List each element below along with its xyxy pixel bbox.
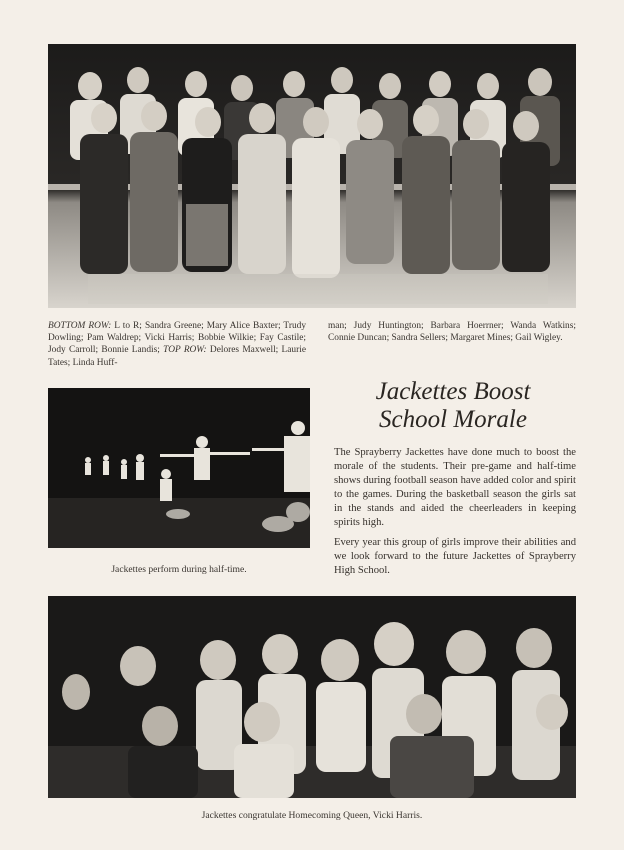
- bottom-row-label: BOTTOM ROW:: [48, 321, 112, 331]
- top-row-label: TOP ROW:: [163, 345, 207, 356]
- group-photo-caption-left: [48, 320, 306, 369]
- homecoming-photo: [48, 596, 576, 798]
- article-title-line1: Jackettes Boost: [375, 378, 531, 405]
- homecoming-photo-caption: Jackettes congratulate Homecoming Queen, Vicki Harris.: [201, 810, 423, 821]
- halftime-photo-image: [48, 388, 310, 548]
- bottom-row-names: L to R; Sandra Greene; Mary Alice Baxter; Trudy Dowling; Pam Waldrep; Vicki Harris; Bobbie Wilkie; Fay Castile; Jody Carroll; Bonnie Landis;: [48, 321, 307, 356]
- article-title: [330, 378, 576, 434]
- homecoming-photo-image: [48, 596, 576, 798]
- top-row-names: Delores Maxwell; Laurie Tates; Linda Huff-: [48, 345, 307, 368]
- article-title-line2: School Morale: [379, 406, 527, 433]
- group-photo-caption-right: man; Judy Huntington; Barbara Hoerrner; Wanda Watkins; Connie Duncan; Sandra Sellers; Margaret Mines; Gail Wigley.: [328, 321, 576, 344]
- group-photo-image: [48, 44, 576, 308]
- group-photo: [48, 44, 576, 308]
- article-paragraph-2: Every year this group of girls improve their abilities and we look forward to the future Jackettes of Sprayberry High School.: [334, 537, 576, 577]
- halftime-photo: [48, 388, 310, 548]
- halftime-photo-caption: Jackettes perform during half-time.: [111, 564, 247, 575]
- article-paragraph-1: The Sprayberry Jackettes have done much to boost the morale of the students. Their pre-game and half-time shows during football season have added color and spirit to the games. During the basketball season the girls sat in the stands and aided the cheerleaders in keeping spirits high.: [334, 447, 576, 529]
